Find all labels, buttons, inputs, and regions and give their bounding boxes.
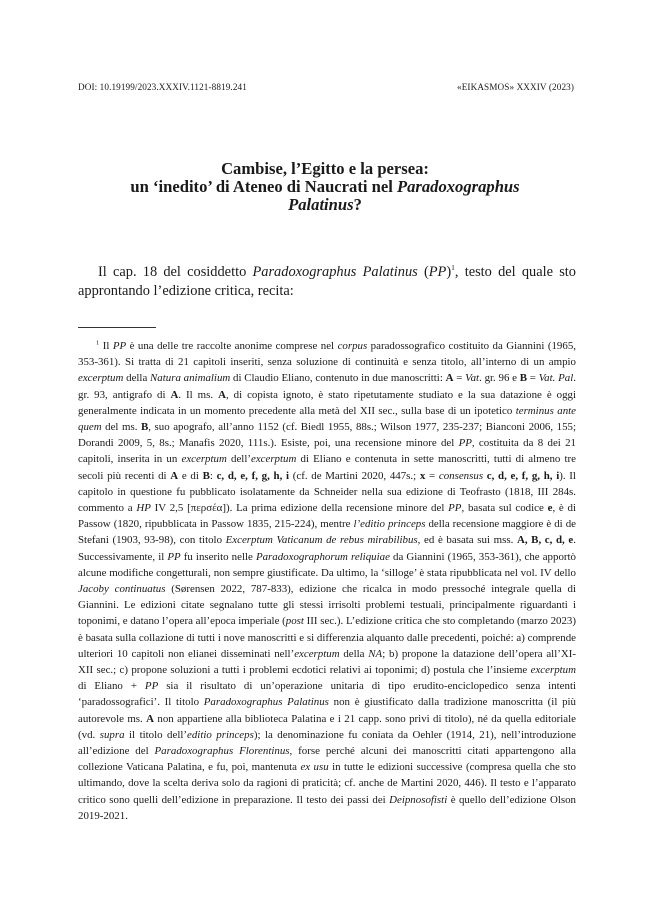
title-line-2 bbox=[60, 178, 590, 196]
title-line-1: Cambise, l’Egitto e la persea: bbox=[221, 159, 429, 178]
footnote-1 bbox=[78, 338, 576, 824]
footnote-reference[interactable]: 1 bbox=[451, 263, 455, 273]
footnote-text: $^1$ Il PP è una delle tre raccolte anonime comprese nel corpus paradossografico costituito da Giannini (1965, 353-361). Si tratta di 21 capitoli inseriti, senza soluzione di continuità e senza titolo, all’interno di un ampio excerptum della Natura animalium di Claudio Eliano, contenuto in due manoscritti: A = Vat. gr. 96 e B = Vat. Pal. gr. 93, antigrafo di A. Il ms. A, di copista ignoto, è stato ripetutamente studiato e la sua datazione è oggi generalmente indicata in un momento precedente alla metà del XII sec., sulla base di un ipotetico terminus ante quem del ms. B, suo apografo, all’anno 1152 (cf. Biedl 1955, 88s.; Wilson 1977, 235-237; Bianconi 2006, 155; Dorandi 2009, 5, 8s.; Manafis 2020, 111s.). Esiste, poi, una recensione minore del PP, costituita da 8 dei 21 capitoli, inserita in un excerptum dell’excerptum di Eliano e contenuta in sette manoscritti, tutti di almeno tre secoli più recenti di A e di B: c, d, e, f, g, h, i (cf. de Martini 2020, 447s.; x = consensus c, d, e, f, g, h, i). Il capitolo in questione fu pubblicato isolatamente da Schneider nella sua edizione di Teofrasto (1818, III 284s. commento a HP IV 2,5 [περσέα]). La prima edizione della recensione minore del PP, basata sul codice e, è di Passow (1820, ripubblicata in Passow 1835, 215-224), mentre l’editio princeps della recensione maggiore è di de Stefani (1903, 93-98), con titolo Excerptum Vaticanum de rebus mirabilibus, ed è basata sui mss. A, B, c, d, e. Successivamente, il PP fu inserito nelle Paradoxographorum reliquiae da Giannini (1965, 353-361), che apportò alcune modifiche congetturali, non sempre giustificate. Da ultimo, la ‘silloge’ è stata ripubblicata nel vol. IV dello Jacoby continuatus (Sørensen 2022, 787-833), edizione che ricalca in modo pressoché integrale quella di Giannini. Le edizioni citate segnalano tutte gli stessi irrisolti problemi testuali, principalmente riguardanti i toponimi, e datano l’opera all’epoca imperiale (post III sec.). L’edizione critica che sto completando (marzo 2023) è basata sulla collazione di tutti i nove manoscritti e si differenzia alquanto dalle precedenti, poiché: a) comprende ulteriori 10 capitoli non elianei disseminati nell’excerptum della NA; b) propone la datazione dell’opera all’XI-XII sec.; c) propone soluzioni a tutti i problemi ecdotici relativi ai toponimi; d) postula che l’insieme excerptum di Eliano + PP sia il risultato di un’operazione unitaria di tipo erudito-enciclopedico senza intenti ‘paradossografici’. Il titolo Paradoxographus Palatinus non è giustificato dalla tradizione manoscritta (il più autorevole ms. A non appartiene alla biblioteca Palatina e i 21 capp. sono privi di titolo), né da quella editoriale (vd. supra il titolo dell’editio princeps); la denominazione fu coniata da Oehler (1914, 21), nell’introduzione all’edizione del Paradoxographus Florentinus, forse perché alcuni dei manoscritti citati appartengono alla collezione Vaticana Palatina, e fu, poi, mantenuta ex usu in tutte le edizioni successive (compresa quella che sto ultimando, dove la scelta deriva solo da ragioni di praticità; cf. anche de Martini 2020, 446). Il testo e l’apparato critico sono quelli dell’edizione in preparazione. Il testo dei passi dei Deipnosofisti è quello dell’edizione Olson 2019-2021. bbox=[78, 339, 577, 822]
doi-label[interactable]: DOI: 10.19199/2023.XXXIV.1121-8819.241 bbox=[78, 82, 247, 92]
title-italic: Palatinus bbox=[288, 195, 354, 214]
journal-label: «EIKASMOS» XXXIV (2023) bbox=[457, 82, 574, 92]
title-text: un ‘inedito’ di Ateneo di Naucrati nel bbox=[130, 177, 397, 196]
footnote-mark: 1 bbox=[96, 339, 100, 347]
title-line-3 bbox=[60, 196, 590, 214]
intro-paragraph bbox=[78, 263, 576, 300]
title-italic: Paradoxographus bbox=[396, 177, 520, 196]
article-title bbox=[60, 160, 590, 214]
body-text: Il cap. 18 del cosiddetto Paradoxographus Palatinus (PP)$^1$, testo del quale sto approntando l’edizione critica, recita: bbox=[78, 263, 577, 299]
footnote-separator bbox=[78, 327, 156, 328]
title-text: ? bbox=[353, 195, 362, 214]
